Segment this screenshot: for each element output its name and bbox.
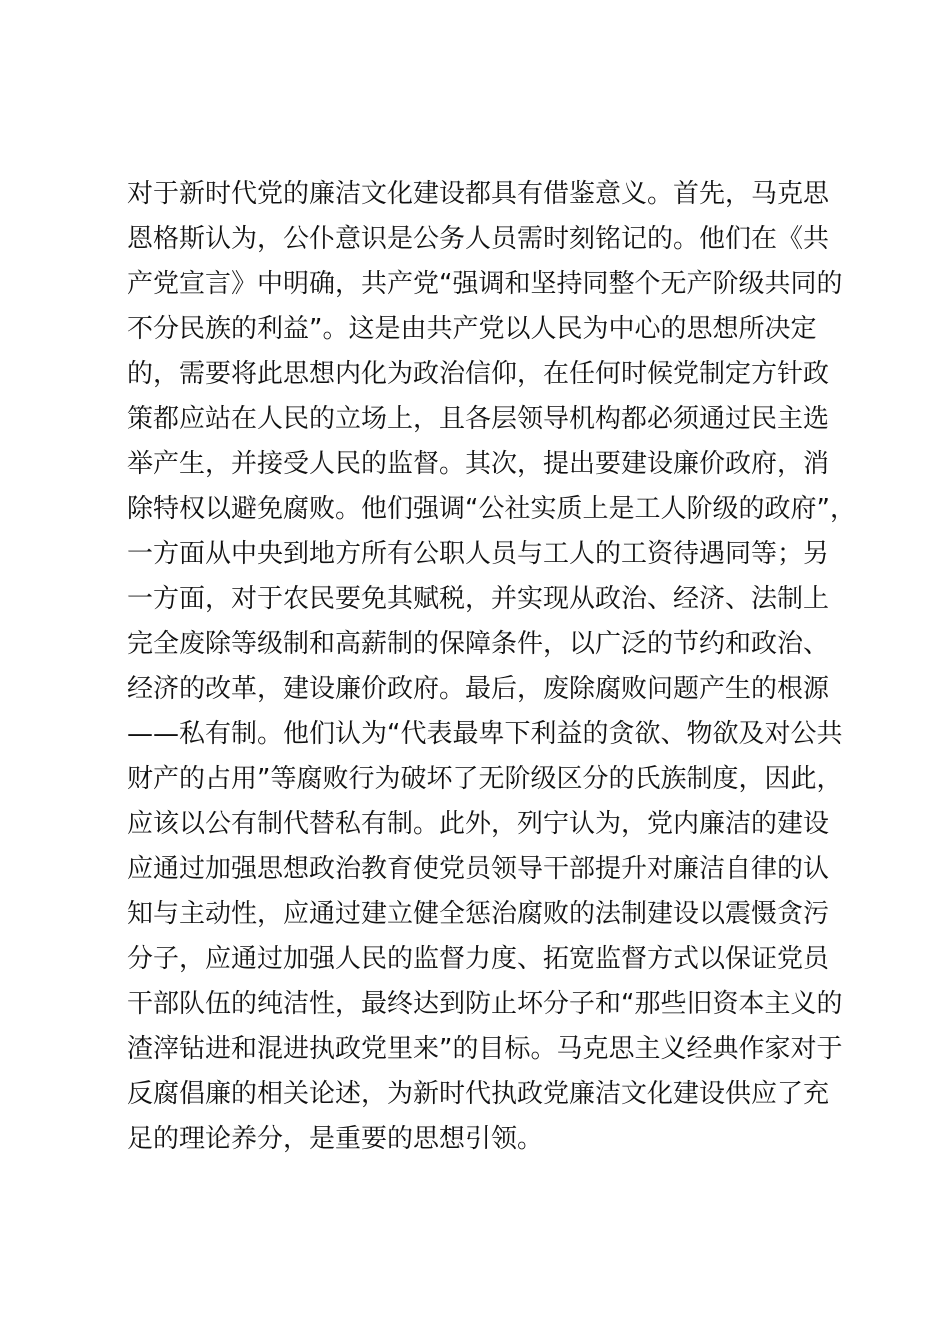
text-line: 财产的占用”等腐败行为破坏了无阶级区分的氏族制度，因此，: [127, 764, 843, 794]
text-line: 对于新时代党的廉洁文化建设都具有借鉴意义。首先，马克思: [127, 179, 830, 209]
text-line: 干部队伍的纯洁性，最终达到防止坏分子和“那些旧资本主义的: [127, 989, 843, 1019]
text-line: 除特权以避免腐败。他们强调“公社实质上是工人阶级的政府”，: [127, 494, 856, 524]
text-line: 应通过加强思想政治教育使党员领导干部提升对廉洁自律的认: [127, 854, 830, 884]
text-line: 反腐倡廉的相关论述，为新时代执政党廉洁文化建设供应了充: [127, 1079, 830, 1109]
body-paragraph: [127, 172, 857, 1162]
text-line: 知与主动性，应通过建立健全惩治腐败的法制建设以震慑贪污: [127, 899, 830, 929]
text-line: 完全废除等级制和高薪制的保障条件，以广泛的节约和政治、: [127, 629, 830, 659]
text-line: ——私有制。他们认为“代表最卑下利益的贪欲、物欲及对公共: [127, 719, 843, 749]
text-line: 策都应站在人民的立场上，且各层领导机构都必须通过民主选: [127, 404, 830, 434]
text-line: 的，需要将此思想内化为政治信仰，在任何时候党制定方针政: [127, 359, 830, 389]
text-line: 举产生，并接受人民的监督。其次，提出要建设廉价政府，消: [127, 449, 830, 479]
text-line: 不分民族的利益”。这是由共产党以人民为中心的思想所决定: [127, 314, 817, 344]
text-line: 一方面从中央到地方所有公职人员与工人的工资待遇同等；另: [127, 539, 830, 569]
text-line: 渣滓钻进和混进执政党里来”的目标。马克思主义经典作家对于: [127, 1034, 843, 1064]
text-line: 分子，应通过加强人民的监督力度、拓宽监督方式以保证党员: [127, 944, 830, 974]
text-line: 足的理论养分，是重要的思想引领。: [127, 1124, 544, 1154]
text-line: 应该以公有制代替私有制。此外，列宁认为，党内廉洁的建设: [127, 809, 830, 839]
text-line: 产党宣言》中明确，共产党“强调和坚持同整个无产阶级共同的: [127, 269, 843, 299]
text-line: 经济的改革，建设廉价政府。最后，废除腐败问题产生的根源: [127, 674, 830, 704]
text-line: 恩格斯认为，公仆意识是公务人员需时刻铭记的。他们在《共: [127, 224, 830, 254]
text-line: 一方面，对于农民要免其赋税，并实现从政治、经济、法制上: [127, 584, 830, 614]
